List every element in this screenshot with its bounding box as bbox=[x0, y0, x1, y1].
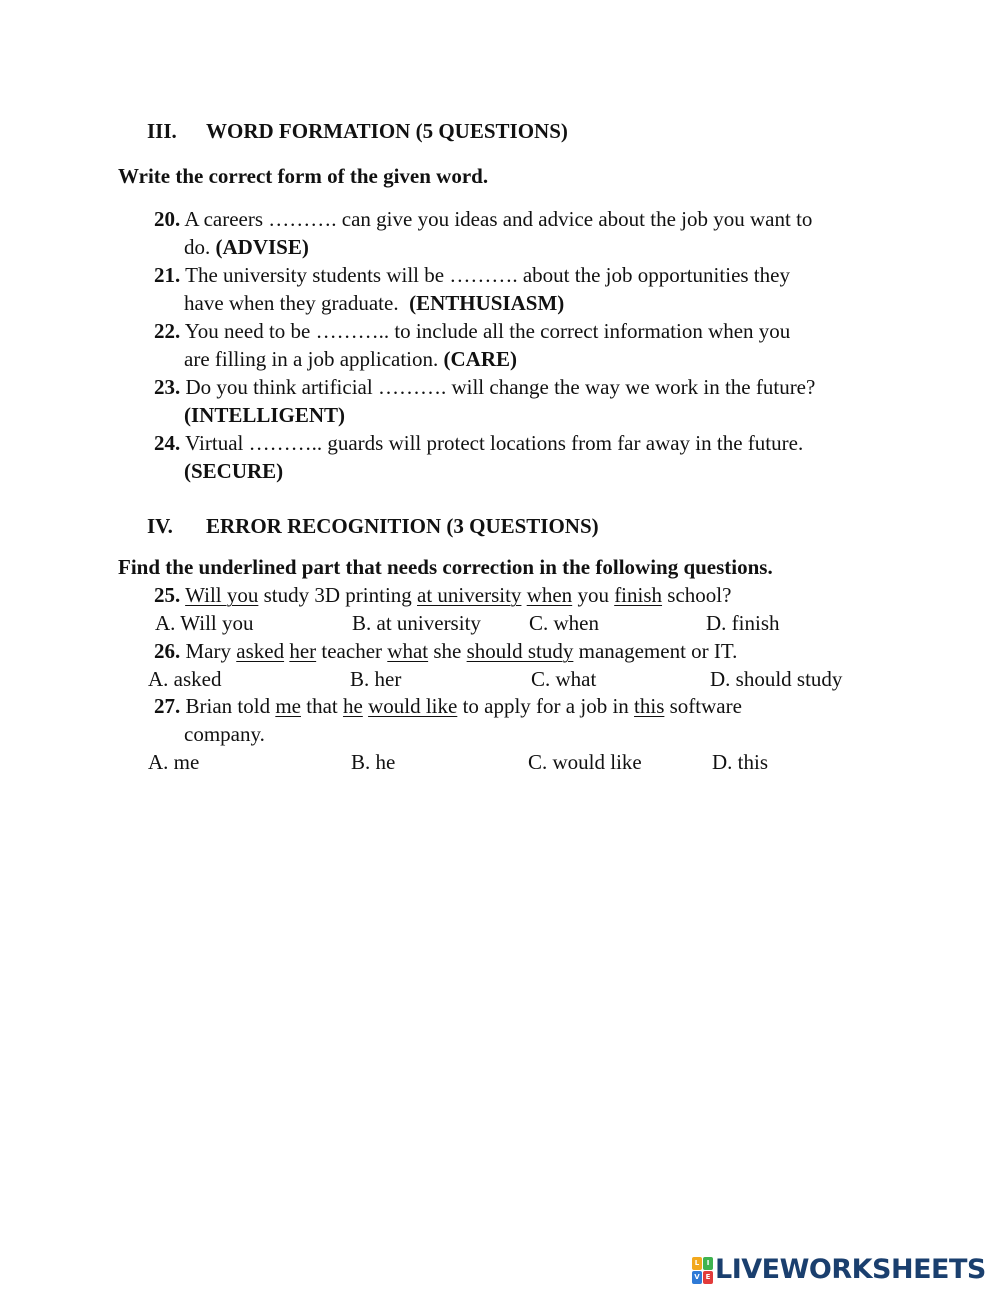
question-number: 23. bbox=[154, 375, 181, 399]
option-d[interactable]: D. should study bbox=[710, 667, 843, 691]
given-word: (INTELLIGENT) bbox=[184, 403, 346, 427]
underlined-part-d: finish bbox=[614, 583, 663, 607]
underlined-part-b: he bbox=[342, 694, 363, 718]
option-d[interactable]: D. this bbox=[712, 750, 769, 774]
option-d[interactable]: D. finish bbox=[706, 611, 780, 635]
question-22-line2: are filling in a job application. (CARE) bbox=[184, 347, 518, 371]
underlined-part-a: me bbox=[275, 694, 301, 718]
option-a[interactable]: A. me bbox=[148, 750, 200, 774]
underlined-part-c: what bbox=[387, 639, 429, 663]
option-b[interactable]: B. he bbox=[351, 750, 396, 774]
given-word: (CARE) bbox=[443, 347, 518, 371]
question-27-line2: company. bbox=[184, 722, 265, 746]
section-3-title: WORD FORMATION (5 QUESTIONS) bbox=[206, 119, 568, 143]
question-number: 26. bbox=[154, 639, 181, 663]
underlined-part-a: Will you bbox=[185, 583, 259, 607]
question-number: 22. bbox=[154, 319, 181, 343]
given-word: (ADVISE) bbox=[215, 235, 309, 259]
question-22-line1: 22. You need to be ……….. to include all the correct information when you bbox=[154, 319, 791, 343]
option-c[interactable]: C. when bbox=[529, 611, 599, 635]
underlined-part-d: this bbox=[634, 694, 665, 718]
question-number: 27. bbox=[154, 694, 181, 718]
option-c[interactable]: C. what bbox=[531, 667, 597, 691]
section-4-instruction: Find the underlined part that needs correction in the following questions. bbox=[118, 555, 773, 579]
question-number: 24. bbox=[154, 431, 181, 455]
question-20-line1: 20. A careers ………. can give you ideas and advice about the job you want to bbox=[154, 207, 813, 231]
question-24-line1: 24. Virtual ……….. guards will protect locations from far away in the future. bbox=[154, 431, 804, 455]
liveworksheets-logo bbox=[692, 1254, 986, 1286]
given-word: (ENTHUSIASM) bbox=[409, 291, 565, 315]
mark-letter: E bbox=[703, 1271, 713, 1284]
option-b[interactable]: B. her bbox=[350, 667, 402, 691]
underlined-part-a: asked bbox=[236, 639, 285, 663]
underlined-part-d: should study bbox=[466, 639, 574, 663]
question-24-line2 bbox=[184, 457, 283, 485]
section-3-numeral: III. bbox=[147, 119, 177, 143]
section-4-numeral: IV. bbox=[147, 514, 173, 538]
question-26-sentence: 26. Mary asked her teacher what she should study management or IT. bbox=[154, 639, 738, 663]
question-23-line2 bbox=[184, 401, 345, 429]
question-21-line2: have when they graduate. (ENTHUSIASM) bbox=[184, 291, 565, 315]
option-a[interactable]: A. asked bbox=[148, 667, 222, 691]
liveworksheets-mark-icon bbox=[692, 1257, 712, 1283]
underlined-part-c: when bbox=[526, 583, 573, 607]
underlined-part-c: would like bbox=[368, 694, 458, 718]
given-word: (SECURE) bbox=[184, 459, 284, 483]
question-25-sentence: 25. Will you study 3D printing at university when you finish school? bbox=[154, 583, 732, 607]
question-20-line2: do. (ADVISE) bbox=[184, 235, 309, 259]
underlined-part-b: her bbox=[289, 639, 317, 663]
option-c[interactable]: C. would like bbox=[528, 750, 642, 774]
mark-letter: I bbox=[703, 1257, 713, 1270]
question-23-line1: 23. Do you think artificial ………. will change the way we work in the future? bbox=[154, 375, 816, 399]
question-27-sentence: 27. Brian told me that he would like to apply for a job in this software bbox=[154, 694, 742, 718]
question-number: 20. bbox=[154, 207, 181, 231]
section-3-instruction: Write the correct form of the given word. bbox=[118, 164, 489, 188]
option-b[interactable]: B. at university bbox=[352, 611, 481, 635]
mark-letter: V bbox=[692, 1271, 702, 1284]
brand-name: LIVEWORKSHEETS bbox=[715, 1254, 986, 1285]
section-4-title: ERROR RECOGNITION (3 QUESTIONS) bbox=[206, 514, 599, 538]
question-21-line1: 21. The university students will be ………. about the job opportunities they bbox=[154, 263, 790, 287]
underlined-part-b: at university bbox=[417, 583, 522, 607]
question-number: 21. bbox=[154, 263, 181, 287]
question-number: 25. bbox=[154, 583, 181, 607]
option-a[interactable]: A. Will you bbox=[155, 611, 254, 635]
mark-letter: L bbox=[692, 1257, 702, 1270]
